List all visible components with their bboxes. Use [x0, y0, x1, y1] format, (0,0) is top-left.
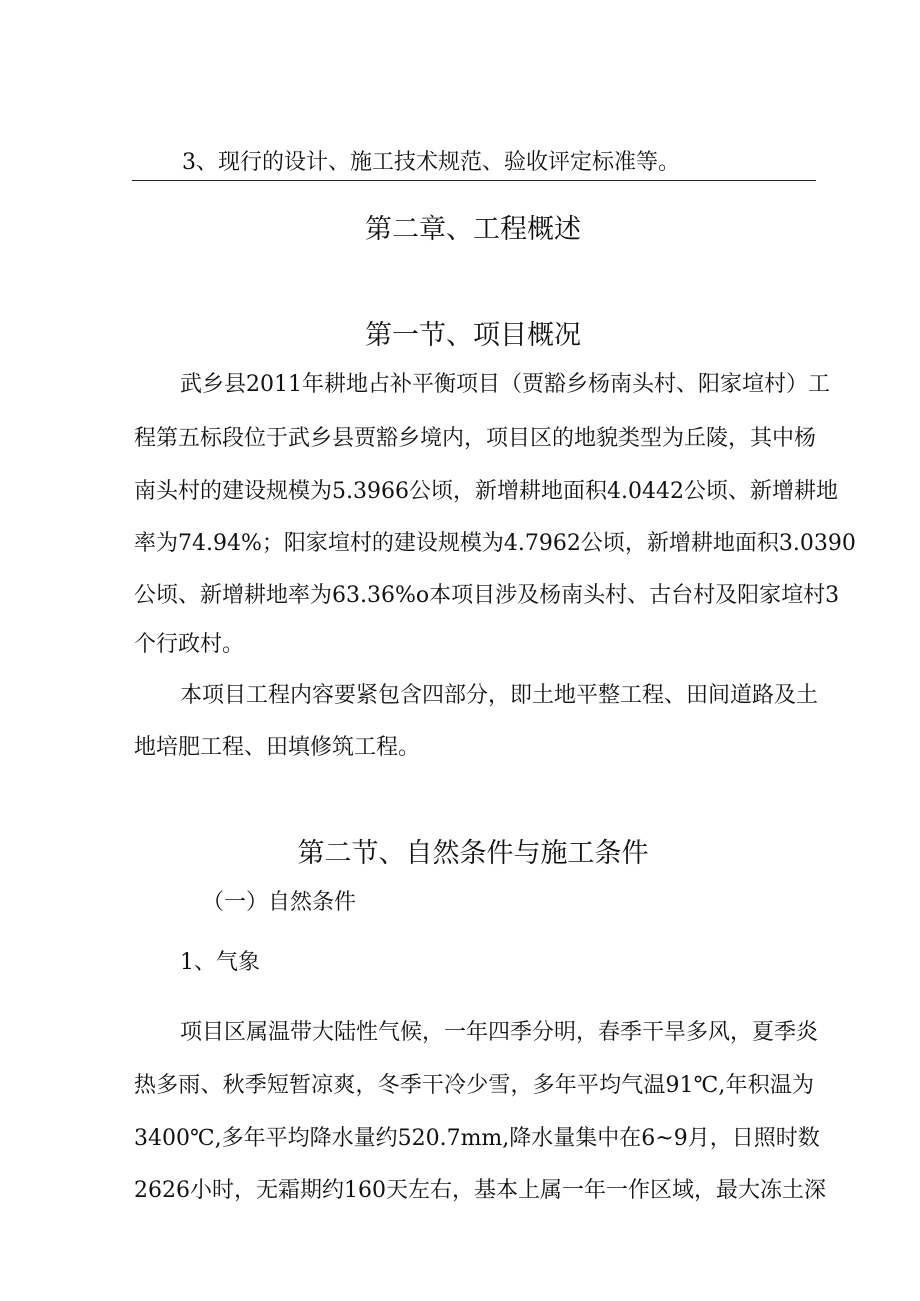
paragraph-line: 武乡县2011年耕地占补平衡项目（贾豁乡杨南头村、阳家塇村）工 — [180, 372, 830, 397]
paragraph-line: 热多雨、秋季短暂凉爽，冬季干冷少雪，多年平均气温91℃,年积温为 — [134, 1073, 814, 1098]
paragraph-line: 地培肥工程、田填修筑工程。 — [134, 735, 421, 760]
paragraph-line: 南头村的建设规模为5.3966公顷，新增耕地面积4.0442公顷、新增耕地 — [134, 479, 838, 504]
paragraph-line: 3400℃,多年平均降水量约520.7mm,降水量集中在6~9月，日照时数 — [134, 1126, 820, 1151]
header-divider — [132, 180, 816, 181]
requirement-item-3: 3、现行的设计、施工技术规范、验收评定标准等。 — [182, 150, 680, 175]
section-1-title: 第一节、项目概况 — [365, 320, 581, 351]
chapter-title: 第二章、工程概述 — [365, 214, 581, 245]
section-2-title: 第二节、自然条件与施工条件 — [297, 838, 649, 869]
paragraph-line: 个行政村。 — [134, 632, 245, 657]
paragraph-line: 公顷、新增耕地率为63.36%o本项目涉及杨南头村、古台村及阳家塇村3 — [134, 583, 840, 608]
paragraph-line: 项目区属温带大陆性气候，一年四季分明，春季干旱多风，夏季炎 — [180, 1020, 819, 1045]
paragraph-line: 2626小时，无霜期约160天左右，基本上属一年一作区域，最大冻土深 — [134, 1178, 826, 1203]
paragraph-line: 本项目工程内容要紧包含四部分，即土地平整工程、田间道路及土 — [180, 683, 819, 708]
paragraph-line: 率为74.94%；阳家塇村的建设规模为4.7962公顷，新增耕地面积3.0390 — [134, 531, 856, 556]
paragraph-line: 程第五标段位于武乡县贾豁乡境内，项目区的地貌类型为丘陵，其中杨 — [134, 426, 817, 451]
item-weather: 1、气象 — [180, 950, 260, 975]
subsection-natural-conditions: （一）自然条件 — [202, 890, 357, 915]
